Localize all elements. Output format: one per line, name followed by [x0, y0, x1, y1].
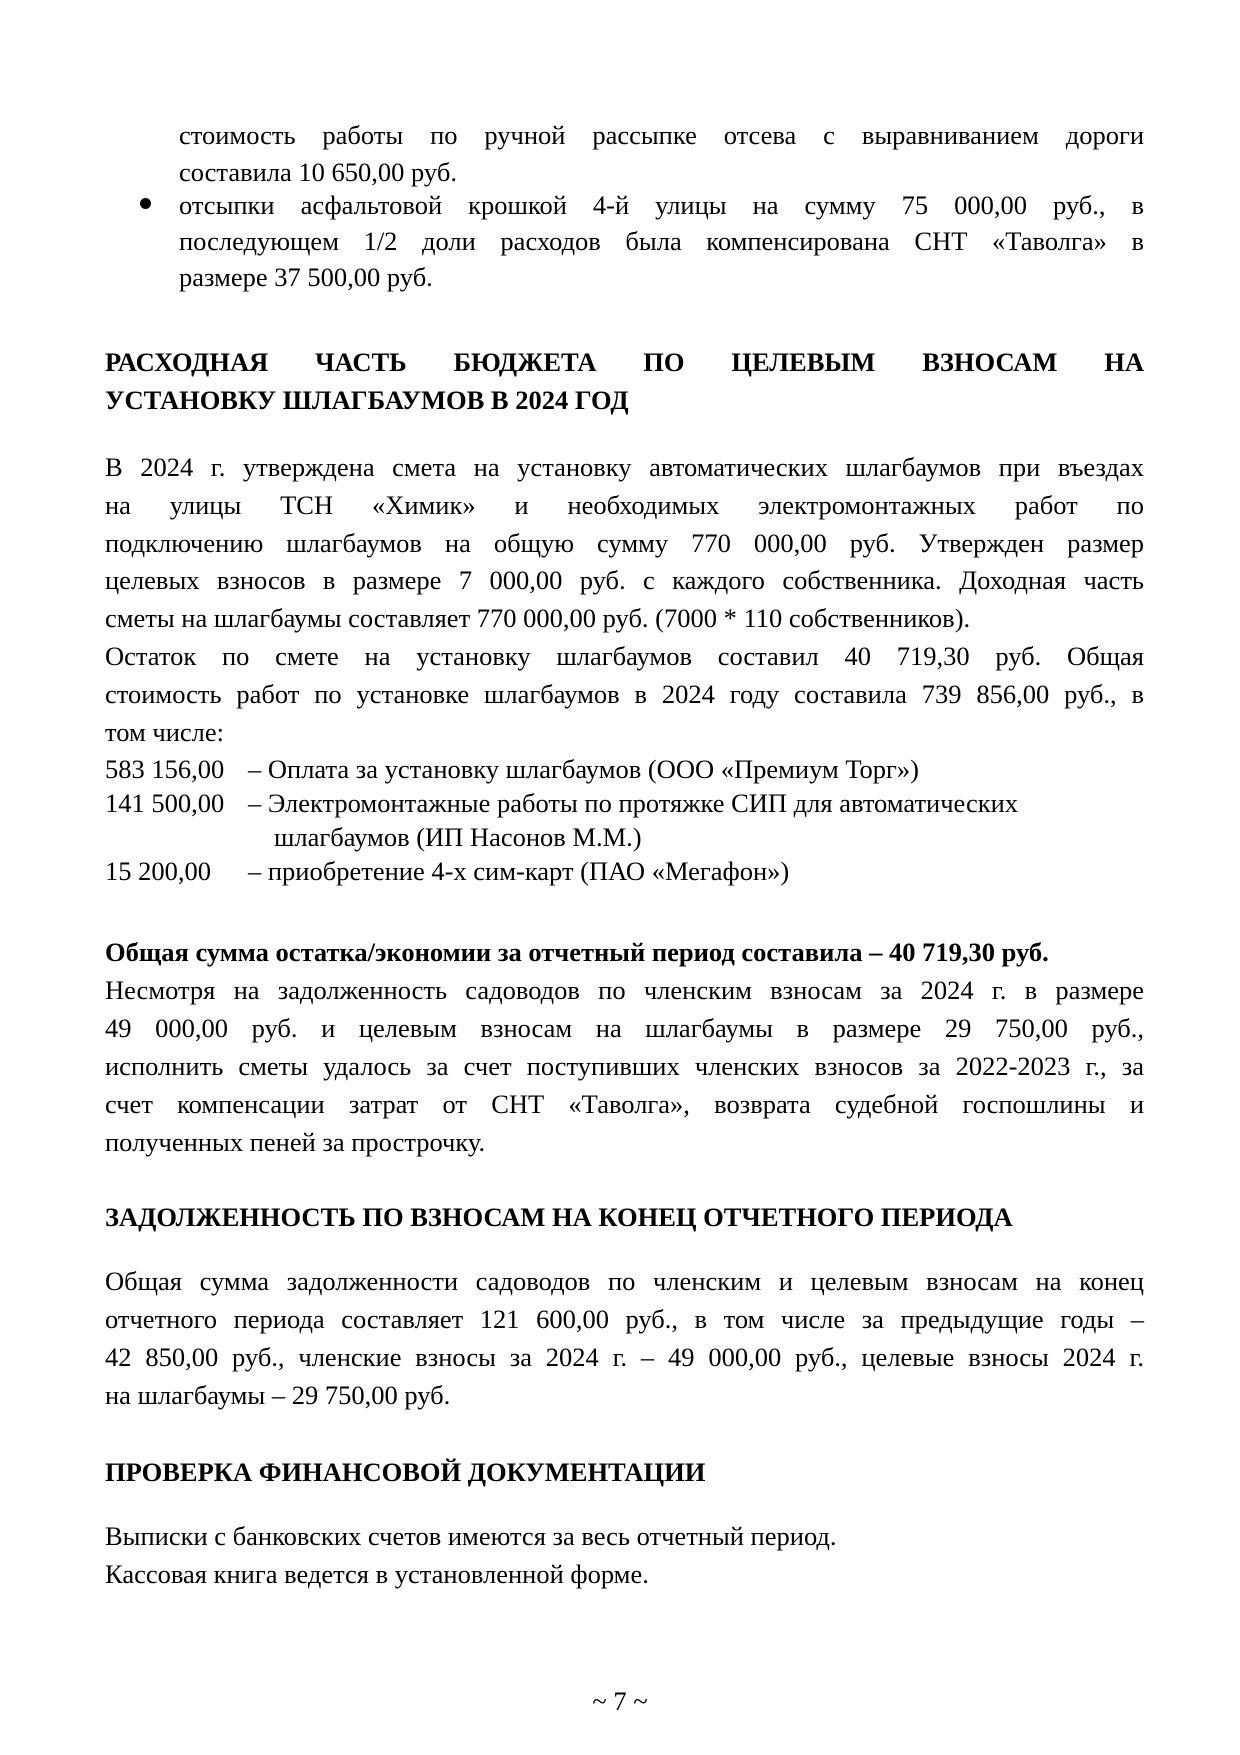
cost-item-description: – Электромонтажные работы по протяжке СИП для автоматических	[248, 788, 1019, 818]
paragraph-line: целевых взносов в размере 7 000,00 руб. с каждого собственника. Доходная часть	[105, 565, 1144, 595]
page-number: ~ 7 ~	[592, 1686, 648, 1716]
paragraph-line: 42 850,00 руб., членские взносы за 2024 г. – 49 000,00 руб., целевые взносы 2024 г.	[105, 1342, 1144, 1372]
paragraph-line: Несмотря на задолженность садоводов по членским взносам за 2024 г. в размере	[105, 975, 1144, 1005]
intro-text-line: составила 10 650,00 руб.	[179, 157, 457, 187]
section-heading: ПРОВЕРКА ФИНАНСОВОЙ ДОКУМЕНТАЦИИ	[105, 1457, 706, 1487]
paragraph-line: 49 000,00 руб. и целевым взносам на шлагбаумы в размере 29 750,00 руб.,	[105, 1013, 1144, 1043]
section-heading: РАСХОДНАЯ ЧАСТЬ БЮДЖЕТА ПО ЦЕЛЕВЫМ ВЗНОСАМ НА	[105, 347, 1144, 377]
cost-item-description: – приобретение 4-х сим-карт (ПАО «Мегафон»)	[248, 856, 790, 886]
bullet-text-line: последующем 1/2 доли расходов была компенсирована СНТ «Таволга» в	[179, 226, 1144, 256]
section-heading: ЗАДОЛЖЕННОСТЬ ПО ВЗНОСАМ НА КОНЕЦ ОТЧЕТНОГО ПЕРИОДА	[105, 1202, 1013, 1232]
cost-item-amount: 583 156,00	[105, 754, 225, 784]
cost-item-description: – Оплата за установку шлагбаумов (ООО «Премиум Торг»)	[248, 754, 920, 784]
paragraph-line: подключению шлагбаумов на общую сумму 770 000,00 руб. Утвержден размер	[105, 528, 1144, 558]
intro-text-line: стоимость работы по ручной рассыпке отсева с выравниванием дороги	[179, 120, 1144, 150]
paragraph-line: счет компенсации затрат от СНТ «Таволга», возврата судебной госпошлины и	[105, 1089, 1144, 1119]
paragraph-line: Остаток по смете на установку шлагбаумов составил 40 719,30 руб. Общая	[105, 641, 1144, 671]
cost-item-amount: 141 500,00	[105, 788, 225, 818]
paragraph-line: исполнить сметы удалось за счет поступивших членских взносов за 2022-2023 г., за	[105, 1051, 1144, 1081]
total-summary: Общая сумма остатка/экономии за отчетный период составила – 40 719,30 руб.	[105, 937, 1049, 967]
section-heading: УСТАНОВКУ ШЛАГБАУМОВ В 2024 ГОД	[105, 385, 629, 415]
bullet-text-line: отсыпки асфальтовой крошкой 4-й улицы на сумму 75 000,00 руб., в	[179, 190, 1144, 220]
bullet-text-line: размере 37 500,00 руб.	[179, 262, 433, 292]
paragraph-line: стоимость работ по установке шлагбаумов в 2024 году составила 739 856,00 руб., в	[105, 679, 1144, 709]
paragraph-line: В 2024 г. утверждена смета на установку автоматических шлагбаумов при въездах	[105, 452, 1144, 482]
bullet-icon	[140, 198, 151, 209]
cost-item-description: шлагбаумов (ИП Насонов М.М.)	[274, 822, 642, 852]
paragraph-line: Выписки с банковских счетов имеются за весь отчетный период.	[105, 1521, 837, 1551]
paragraph-line: отчетного периода составляет 121 600,00 руб., в том числе за предыдущие годы –	[105, 1304, 1144, 1334]
paragraph-line: на улицы ТСН «Химик» и необходимых электромонтажных работ по	[105, 490, 1144, 520]
paragraph-line: сметы на шлагбаумы составляет 770 000,00 руб. (7000 * 110 собственников).	[105, 603, 971, 633]
paragraph-line: полученных пеней за прострочку.	[105, 1127, 486, 1157]
paragraph-line: том числе:	[105, 717, 224, 747]
paragraph-line: Общая сумма задолженности садоводов по членским и целевым взносам на конец	[105, 1266, 1144, 1296]
paragraph-line: на шлагбаумы – 29 750,00 руб.	[105, 1380, 451, 1410]
paragraph-line: Кассовая книга ведется в установленной форме.	[105, 1559, 649, 1589]
cost-item-amount: 15 200,00	[105, 856, 211, 886]
